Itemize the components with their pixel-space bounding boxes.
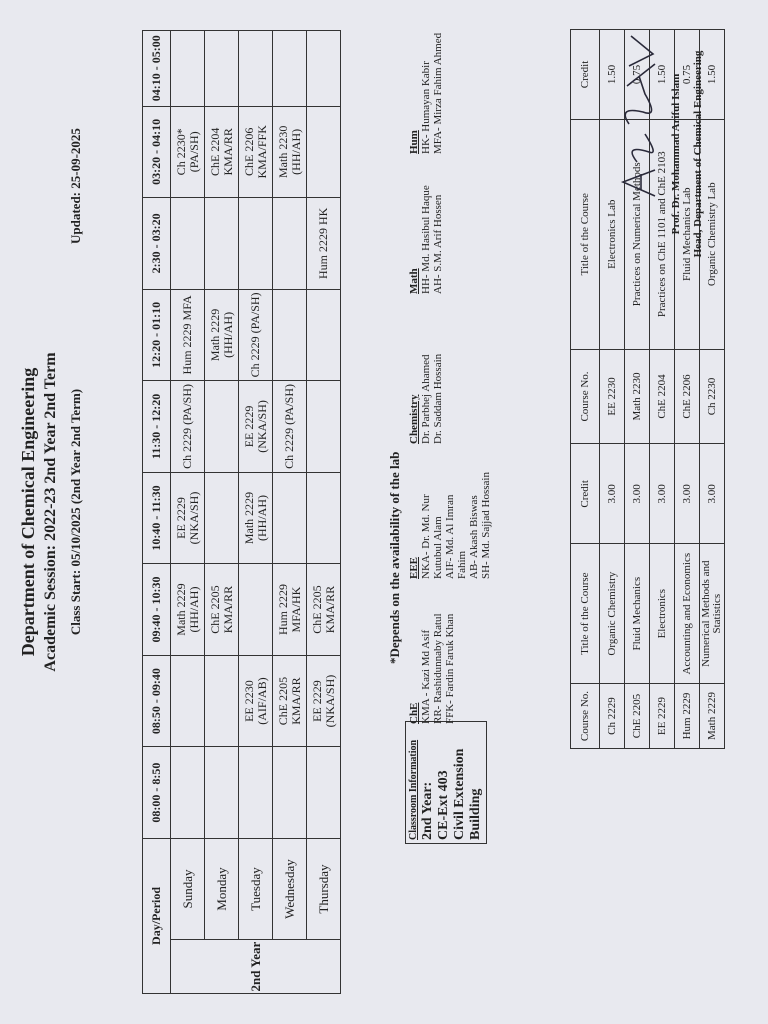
course-cell: EE 2230 bbox=[600, 349, 625, 444]
course-cell: Ch 2230 bbox=[700, 349, 725, 444]
faculty-member: NKA- Dr. Md. Nur Kutubul Alam bbox=[420, 494, 444, 579]
routine-cell bbox=[307, 472, 341, 564]
faculty-chemistry bbox=[408, 314, 444, 444]
routine-cell: EE 2229 (NKA/SH) bbox=[307, 655, 341, 747]
course-header: Title of the Course bbox=[571, 119, 600, 349]
faculty-member: AIF- Md. Al Imran Fahim bbox=[444, 494, 468, 579]
course-cell: ChE 2205 bbox=[625, 684, 650, 749]
course-cell: Organic Chemistry bbox=[600, 544, 625, 684]
course-cell: ChE 2204 bbox=[650, 349, 675, 444]
routine-cell: Ch 2229 (PA/SH) bbox=[239, 289, 273, 381]
course-header-row bbox=[571, 30, 600, 749]
course-cell: ChE 2206 bbox=[675, 349, 700, 444]
course-cell: 1.50 bbox=[700, 30, 725, 120]
routine-cell bbox=[205, 747, 239, 839]
signatory-name: Prof. Dr. Mohammad Ariful Islam bbox=[670, 73, 682, 235]
routine-cell bbox=[239, 747, 273, 839]
faculty-dept: ChE bbox=[408, 702, 420, 724]
period-header: 08:00 - 8:50 bbox=[143, 747, 171, 839]
course-cell: Organic Chemistry Lab bbox=[700, 119, 725, 349]
routine-cell: Hum 2229 MFA/HK bbox=[273, 564, 307, 656]
routine-cell: Hum 2229 HK bbox=[307, 198, 341, 290]
signatory-title: Head, Department of Chemical Engineering bbox=[692, 50, 704, 258]
classroom-building: Civil Extension Building bbox=[452, 748, 483, 840]
routine-cell bbox=[239, 564, 273, 656]
course-cell: Math 2230 bbox=[625, 349, 650, 444]
course-cell: 0.75 bbox=[675, 30, 700, 120]
routine-cell bbox=[171, 655, 205, 747]
faculty-che bbox=[408, 584, 456, 724]
period-header-row bbox=[143, 31, 171, 994]
course-cell: Ch 2229 bbox=[600, 684, 625, 749]
course-cell: 1.50 bbox=[600, 30, 625, 120]
course-cell: Math 2229 bbox=[700, 684, 725, 749]
routine-cell: ChE 2206 KMA/FFK bbox=[239, 106, 273, 198]
routine-cell: Ch 2230* (PA/SH) bbox=[171, 106, 205, 198]
faculty-member: SH- Md. Sajjad Hossain bbox=[480, 472, 492, 579]
day-label: Wednesday bbox=[273, 838, 307, 939]
routine-cell bbox=[307, 106, 341, 198]
routine-cell: Hum 2229 MFA bbox=[171, 289, 205, 381]
routine-cell bbox=[205, 472, 239, 564]
routine-row bbox=[239, 31, 273, 994]
lab-note: *Depends on the availability of the lab bbox=[387, 451, 402, 664]
routine-cell bbox=[273, 289, 307, 381]
routine-cell: ChE 2205 KMA/RR bbox=[307, 564, 341, 656]
period-header: 04:10 - 05:00 bbox=[143, 31, 171, 107]
faculty-dept: Chemistry bbox=[408, 394, 420, 444]
faculty-member: AB- Akash Biswas bbox=[468, 495, 480, 579]
course-cell: 3.00 bbox=[600, 444, 625, 544]
faculty-member: AH- S.M. Arif Hossen bbox=[432, 194, 444, 294]
class-start: Class Start: 05/10/2025 (2nd Year 2nd Term) bbox=[68, 388, 83, 636]
routine-cell bbox=[171, 198, 205, 290]
year-label: 2nd Year bbox=[171, 940, 341, 994]
period-header: 2:30 - 03:20 bbox=[143, 198, 171, 290]
faculty-eee bbox=[408, 464, 492, 579]
routine-cell: Math 2229 (HH/AH) bbox=[205, 289, 239, 381]
routine-cell bbox=[307, 289, 341, 381]
classroom-room: CE-Ext 403 bbox=[436, 770, 451, 840]
routine-cell: Ch 2229 (PA/SH) bbox=[273, 381, 307, 473]
routine-cell: ChE 2205 KMA/RR bbox=[205, 564, 239, 656]
routine-cell bbox=[239, 31, 273, 107]
routine-cell bbox=[171, 747, 205, 839]
routine-cell bbox=[273, 747, 307, 839]
course-header: Course No. bbox=[571, 684, 600, 749]
routine-cell bbox=[307, 381, 341, 473]
routine-cell: ChE 2205 KMA/RR bbox=[273, 655, 307, 747]
course-header: Title of the Course bbox=[571, 544, 600, 684]
routine-cell bbox=[273, 31, 307, 107]
course-header: Credit bbox=[571, 444, 600, 544]
routine-row bbox=[205, 31, 239, 994]
course-cell: EE 2229 bbox=[650, 684, 675, 749]
course-cell: Fluid Mechanics Lab bbox=[675, 119, 700, 349]
course-cell: 3.00 bbox=[675, 444, 700, 544]
routine-row bbox=[307, 31, 341, 994]
period-header: 10:40 - 11:30 bbox=[143, 472, 171, 564]
routine-cell bbox=[205, 31, 239, 107]
course-cell: Fluid Mechanics bbox=[625, 544, 650, 684]
course-cell: 0.75 bbox=[625, 30, 650, 120]
course-cell: 3.00 bbox=[700, 444, 725, 544]
class-routine-table bbox=[142, 30, 341, 994]
routine-cell: Math 2229 (HH/AH) bbox=[239, 472, 273, 564]
day-label: Thursday bbox=[307, 838, 341, 939]
course-header: Course No. bbox=[571, 349, 600, 444]
day-label: Sunday bbox=[171, 838, 205, 939]
routine-cell: EE 2230 (AIF/AB) bbox=[239, 655, 273, 747]
routine-cell bbox=[307, 747, 341, 839]
routine-cell bbox=[273, 472, 307, 564]
routine-row bbox=[273, 31, 307, 994]
faculty-math bbox=[408, 174, 444, 294]
day-label: Monday bbox=[205, 838, 239, 939]
routine-cell: Math 2229 (HH/AH) bbox=[171, 564, 205, 656]
period-header: 08:50 - 09:40 bbox=[143, 655, 171, 747]
routine-cell bbox=[205, 198, 239, 290]
routine-cell bbox=[307, 31, 341, 107]
faculty-member: MFA- Mirza Fahim Ahmed bbox=[432, 32, 444, 154]
classroom-year: 2nd Year: bbox=[420, 781, 435, 840]
routine-cell: Ch 2229 (PA/SH) bbox=[171, 381, 205, 473]
routine-cell bbox=[171, 31, 205, 107]
course-cell: Hum 2229 bbox=[675, 684, 700, 749]
course-cell: 1.50 bbox=[650, 30, 675, 120]
period-header: 12:20 - 01:10 bbox=[143, 289, 171, 381]
period-header: 09:40 - 10:30 bbox=[143, 564, 171, 656]
department-title: Department of Chemical Engineering bbox=[18, 367, 38, 657]
faculty-member: HH- Md. Hasibul Haque bbox=[420, 185, 432, 294]
faculty-member: FFK- Fardin Faruk Khan bbox=[444, 613, 456, 724]
faculty-hum bbox=[408, 24, 444, 154]
faculty-dept: Hum bbox=[408, 130, 420, 154]
routine-cell: Math 2230 (HH/AH) bbox=[273, 106, 307, 198]
routine-row bbox=[171, 31, 205, 994]
classroom-title: Classroom Information bbox=[408, 739, 419, 840]
faculty-dept: EEE bbox=[408, 556, 420, 579]
course-cell: Electronics bbox=[650, 544, 675, 684]
classroom-info bbox=[405, 721, 487, 844]
routine-cell: ChE 2204 KMA/RR bbox=[205, 106, 239, 198]
course-cell: 3.00 bbox=[625, 444, 650, 544]
faculty-member: HK- Humayan Kabir bbox=[420, 61, 432, 154]
day-label: Tuesday bbox=[239, 838, 273, 939]
routine-cell bbox=[239, 198, 273, 290]
routine-cell bbox=[273, 198, 307, 290]
period-header: 03:20 - 04:10 bbox=[143, 106, 171, 198]
faculty-member: RR- Rashidunnaby Ratul bbox=[432, 613, 444, 724]
course-cell: 3.00 bbox=[650, 444, 675, 544]
course-cell: Numerical Methods and Statistics bbox=[700, 544, 725, 684]
period-header: 11:30 - 12:20 bbox=[143, 381, 171, 473]
routine-cell bbox=[205, 381, 239, 473]
session-line: Academic Session: 2022-23 2nd Year 2nd Term bbox=[42, 352, 59, 672]
course-cell: Accounting and Economics bbox=[675, 544, 700, 684]
course-cell: Practices on Numerical Methods bbox=[625, 119, 650, 349]
faculty-member: Dr. Saddam Hossain bbox=[432, 353, 444, 444]
faculty-member: KMA - Kazi Md Asif bbox=[420, 629, 432, 724]
routine-cell bbox=[205, 655, 239, 747]
routine-cell: EE 2229 (NKA/SH) bbox=[239, 381, 273, 473]
course-cell: Electronics Lab bbox=[600, 119, 625, 349]
faculty-dept: Math bbox=[408, 268, 420, 294]
handwritten-signature bbox=[615, 24, 665, 204]
faculty-member: Dr. Parbhej Ahamed bbox=[420, 354, 432, 444]
course-cell: Practices on ChE 1101 and ChE 2103 bbox=[650, 119, 675, 349]
updated-date: Updated: 25-09-2025 bbox=[68, 128, 83, 244]
routine-cell: EE 2229 (NKA/SH) bbox=[171, 472, 205, 564]
course-header: Credit bbox=[571, 30, 600, 120]
period-header: Day/Period bbox=[143, 838, 171, 993]
